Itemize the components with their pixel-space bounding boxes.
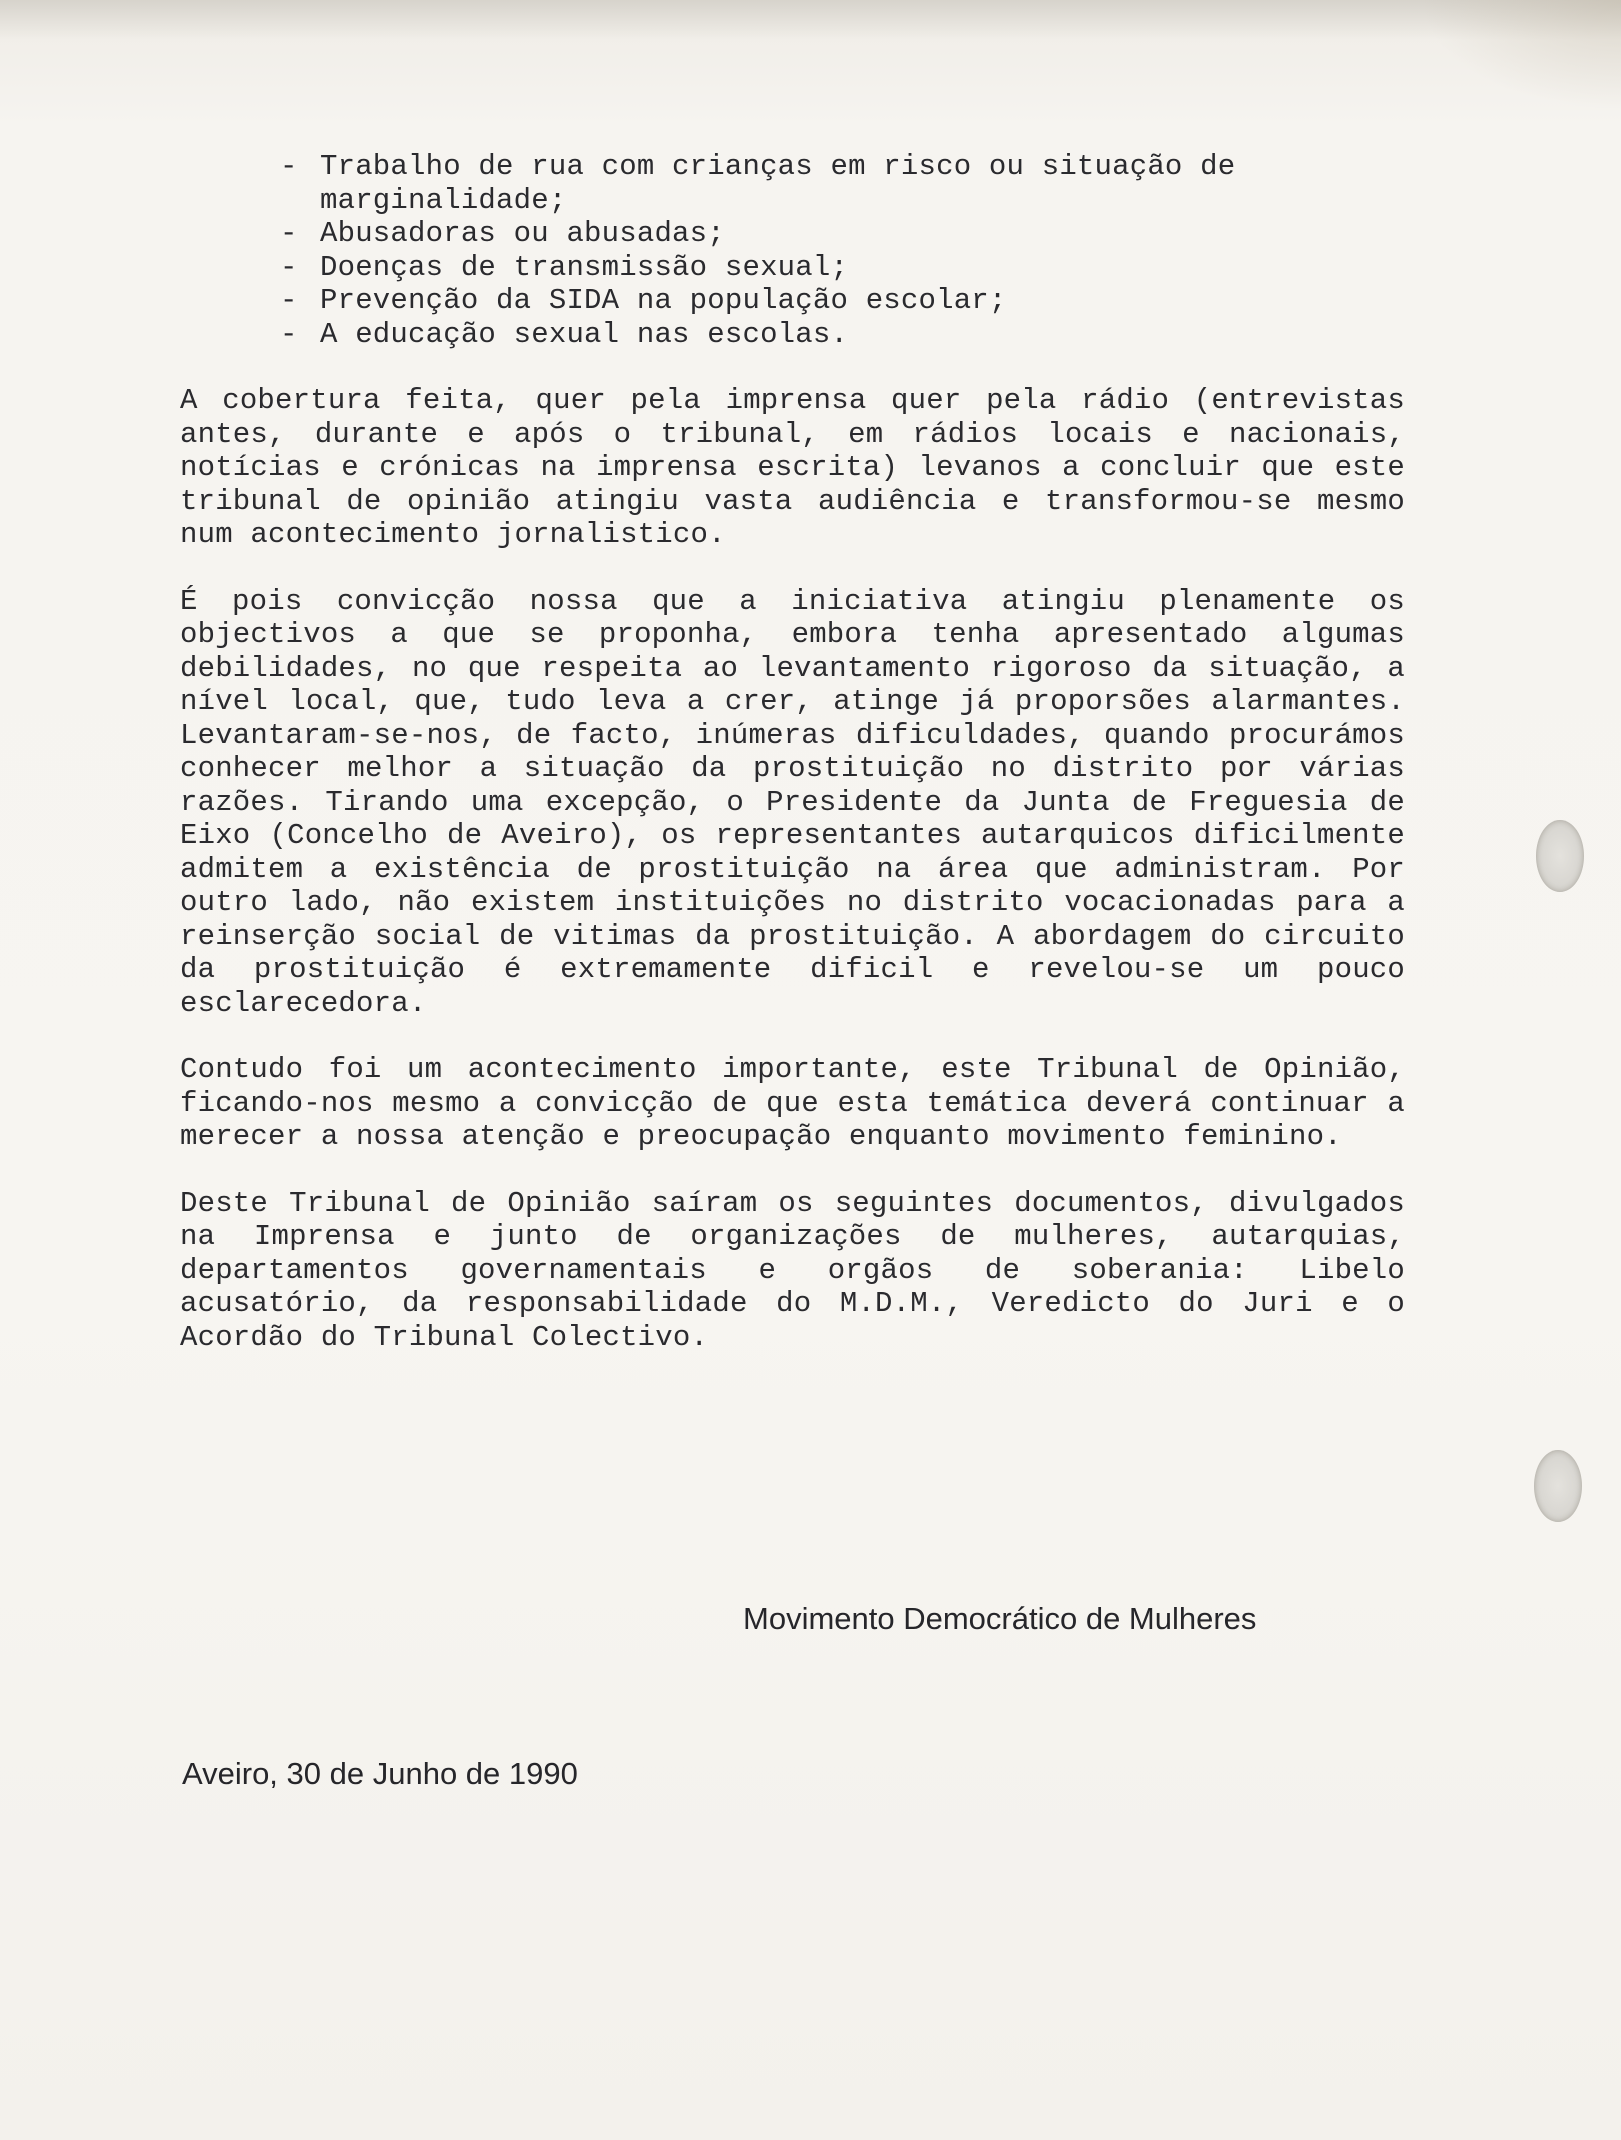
list-item-text: Abusadoras ou abusadas; bbox=[320, 217, 725, 250]
list-item-text: Doenças de transmissão sexual; bbox=[320, 250, 849, 284]
punch-hole bbox=[1536, 820, 1584, 892]
list-item bbox=[180, 150, 1405, 217]
list-item-text: A educação sexual nas escolas. bbox=[320, 317, 849, 351]
paragraph-conclusions: É pois convicção nossa que a iniciativa atingiu plenamente os objectivos a que se proponha, embora tenha apresentado algumas debilidades, no que respeita ao levantamento rigoroso da situação, a nível local, que, tudo leva a crer, atinge já proporsões alarmantes. Levantaram-se-nos, de facto, inúmeras dificuldades, quando procurámos conhecer melhor a situação da prostituição no distrito por várias razões. Tirando uma excepção, o Presidente da Junta de Freguesia de Eixo (Concelho de Aveiro), os representantes autarquicos dificilmente admitem a existência de prostituição na área que administram. Por outro lado, não existem instituições no distrito vocacionadas para a reinserção social de vitimas da prostituição. A abordagem do circuito da prostituição é extremamente dificil e revelou-se um pouco esclarecedora. bbox=[180, 584, 1405, 1020]
bullet-dash: - bbox=[280, 317, 298, 351]
document-body bbox=[180, 150, 1405, 1354]
signature-organization: Movimento Democrático de Mulheres bbox=[743, 1601, 1257, 1636]
bullet-dash: - bbox=[280, 284, 298, 317]
list-item bbox=[180, 217, 1405, 251]
bullet-dash: - bbox=[280, 217, 298, 250]
punch-hole bbox=[1534, 1450, 1582, 1522]
topics-list bbox=[180, 150, 1405, 351]
list-item-text: Trabalho de rua com crianças em risco ou situação de marginalidade; bbox=[320, 150, 1236, 217]
list-item bbox=[180, 284, 1405, 318]
paragraph-importance: Contudo foi um acontecimento importante, este Tribunal de Opinião, ficando-nos mesmo a convicção de que esta temática deverá continuar a merecer a nossa atenção e preocupação enquanto movimento feminino. bbox=[180, 1053, 1405, 1153]
bullet-dash: - bbox=[280, 250, 298, 284]
paragraph-documents: Deste Tribunal de Opinião saíram os seguintes documentos, divulgados na Imprensa e junto de organizações de mulheres, autarquias, departamentos governamentais e orgãos de soberania: Libelo acusatório, da responsabilidade do M.D.M., Veredicto do Juri e o Acordão do Tribunal Colectivo. bbox=[180, 1186, 1405, 1354]
corner-stain bbox=[1421, 0, 1621, 110]
dateline: Aveiro, 30 de Junho de 1990 bbox=[182, 1756, 578, 1791]
list-item bbox=[180, 318, 1405, 352]
list-item-text: Prevenção da SIDA na população escolar; bbox=[320, 284, 1007, 317]
page-top-shadow bbox=[0, 0, 1621, 40]
paragraph-media-coverage: A cobertura feita, quer pela imprensa quer pela rádio (entrevistas antes, durante e após o tribunal, em rádios locais e nacionais, notícias e crónicas na imprensa escrita) levanos a concluir que este tribunal de opinião atingiu vasta audiência e transformou-se mesmo num acontecimento jornalistico. bbox=[180, 384, 1405, 551]
list-item bbox=[180, 251, 1405, 285]
bullet-dash: - bbox=[280, 150, 298, 183]
